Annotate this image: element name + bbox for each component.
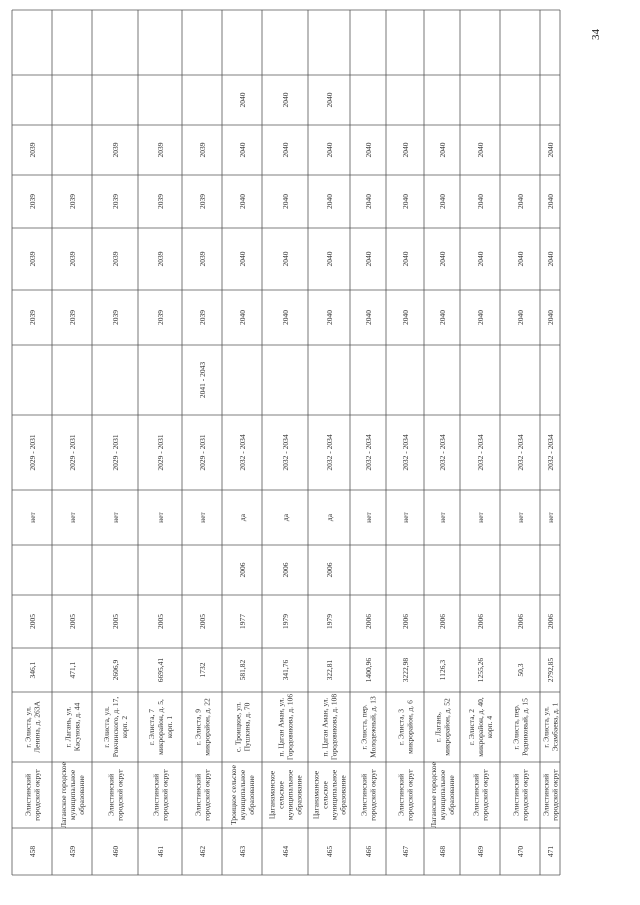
table-cell-y1: 2040 — [438, 310, 447, 325]
table-cell-addr: п. Цаган Аман, ул. — [276, 697, 286, 757]
table-cell-addr: г. Элиста, ул. — [541, 706, 551, 748]
table-cell-addr: Пушкина, д. 70 — [242, 702, 252, 752]
table-cell-addr: с. Троицкое, ул. — [233, 701, 243, 753]
table-cell-num: 470 — [516, 845, 525, 858]
table-cell-year1: 2005 — [111, 614, 120, 629]
table-cell-p1: 2032 - 2034 — [476, 434, 485, 471]
table-cell-year1: 2006 — [546, 614, 555, 629]
table-cell-addr: Городовикова, д. 106 — [285, 693, 295, 761]
table-cell-addr: г. Элиста, 2 — [467, 708, 476, 746]
table-cell-muni: Троицкое сельское — [229, 765, 238, 825]
table-cell-y1: 2040 — [401, 310, 410, 325]
table-cell-num: 467 — [401, 845, 410, 858]
table-cell-year1: 2006 — [476, 614, 485, 629]
table-cell-num: 466 — [364, 845, 373, 858]
table-cell-y2: 2040 — [516, 251, 525, 267]
table-cell-y2: 2040 — [325, 251, 334, 267]
table-cell-muni: городской округ — [550, 769, 560, 821]
table-cell-addr: Родниковый, д. 15 — [520, 698, 530, 756]
table-cell-year1: 2005 — [68, 614, 77, 629]
table-cell-y3: 2039 — [68, 194, 77, 209]
table-cell-y4: 2040 — [238, 142, 247, 158]
table-cell-p1: 2032 - 2034 — [516, 434, 525, 471]
table-cell-p1: 2029 - 2031 — [68, 434, 77, 471]
table-cell-muni: городской округ — [32, 769, 42, 821]
table-cell-y2: 2040 — [546, 251, 555, 267]
table-cell-flag: нет — [401, 512, 410, 523]
table-cell-addr: г. Элиста, ул. — [102, 706, 111, 748]
table-cell-muni: городской округ — [160, 769, 170, 821]
table-cell-area: 1255,26 — [476, 657, 485, 683]
table-cell-muni: Элистинский — [396, 773, 406, 817]
table-cell-y2: 2039 — [28, 251, 37, 267]
table-cell-area: 581,82 — [238, 659, 247, 681]
table-cell-addr: микрорайон, д. 40, — [476, 697, 485, 757]
table-cell-y1: 2039 — [111, 310, 120, 325]
table-cell-y5: 2040 — [325, 92, 334, 108]
table-cell-area: 50,3 — [516, 663, 525, 677]
table-cell-num: 471 — [546, 845, 555, 858]
table-cell-muni: сельское — [276, 781, 286, 809]
table-cell-flag: нет — [364, 512, 373, 523]
table-cell-flag: нет — [198, 512, 207, 523]
table-cell-muni: Элистинский — [151, 773, 161, 817]
table-cell-muni: муниципальное — [285, 769, 295, 821]
table-cell-year1: 1979 — [281, 614, 290, 629]
table-cell-flag: нет — [68, 512, 77, 523]
table-cell-year1: 2005 — [28, 614, 37, 629]
table-cell-num: 465 — [325, 845, 334, 858]
table-cell-area: 471,1 — [68, 661, 77, 679]
table-cell-muni: Элистинский — [511, 773, 521, 817]
table-cell-flag: нет — [111, 512, 120, 523]
table-cell-p1: 2029 - 2031 — [28, 434, 37, 471]
table-cell-y2: 2040 — [401, 251, 410, 267]
table-cell-p1: 2029 - 2031 — [156, 434, 165, 471]
table-cell-muni: сельское — [320, 781, 330, 809]
table-cell-muni: городской округ — [405, 769, 415, 821]
table-cell-addr: г. Элиста, 3 — [396, 708, 406, 746]
table-cell-muni: городской округ — [480, 769, 490, 821]
table-cell-muni: городской округ — [368, 769, 378, 821]
table-cell-muni: городской округ — [202, 769, 212, 821]
table-cell-y2: 2040 — [364, 251, 373, 267]
table-cell-y3: 2040 — [281, 194, 290, 209]
table-cell-addr: микрорайон, д. 22 — [202, 698, 212, 756]
table-cell-y1: 2040 — [546, 310, 555, 325]
table-cell-num: 460 — [111, 845, 120, 858]
table-cell-addr: Эсамбаева, д. 1 — [550, 702, 560, 752]
table-cell-addr: корп. 1 — [165, 715, 174, 739]
table-cell-year1: 2006 — [401, 614, 410, 629]
table-cell-muni: муниципальное — [438, 769, 447, 821]
table-cell-muni: образование — [338, 775, 348, 815]
table-cell-y2: 2039 — [156, 251, 165, 267]
table-cell-y4: 2040 — [546, 142, 555, 158]
table-cell-area: 1126,3 — [438, 659, 447, 681]
table-cell-year2: 2006 — [281, 562, 290, 578]
table-cell-area: 341,76 — [281, 659, 290, 681]
table-cell-y3: 2039 — [156, 194, 165, 209]
table-cell-y5: 2040 — [238, 92, 247, 108]
table-cell-flag: да — [325, 513, 334, 522]
table-cell-year1: 2006 — [364, 614, 373, 629]
table-cell-year1: 1979 — [325, 614, 334, 629]
table-cell-flag: да — [281, 513, 290, 522]
table-cell-num: 469 — [476, 845, 485, 858]
table-cell-y4: 2040 — [476, 142, 485, 158]
table-cell-y1: 2039 — [28, 310, 37, 325]
table-cell-num: 458 — [28, 845, 37, 858]
table-cell-addr: г. Элиста, 9 — [193, 708, 203, 746]
table-cell-addr: микрорайон, д. 52 — [442, 698, 452, 756]
table-cell-addr: Молодежный, д. 13 — [368, 696, 378, 758]
page-number: 34 — [590, 29, 602, 40]
table-cell-y4: 2039 — [198, 142, 207, 158]
table-cell-muni: муниципальное — [68, 769, 77, 821]
table-cell-y3: 2040 — [238, 194, 247, 209]
table-cell-y3: 2039 — [198, 194, 207, 209]
table-cell-area: 322,81 — [325, 659, 334, 681]
table-cell-flag: нет — [516, 512, 525, 523]
table-cell-y3: 2040 — [516, 194, 525, 209]
table-cell-addr: Касунова, д. 44 — [72, 702, 82, 752]
table-cell-muni: Цаганаманское — [267, 770, 277, 820]
table-cell-y1: 2040 — [476, 310, 485, 325]
table-cell-y2: 2040 — [281, 251, 290, 267]
table-cell-flag: нет — [438, 512, 447, 523]
table-cell-muni: Элистинский — [471, 773, 481, 817]
table-cell-year2: 2006 — [325, 562, 334, 578]
table-cell-p1: 2032 - 2034 — [364, 434, 373, 471]
table-cell-muni: Лаганское городское — [429, 762, 438, 828]
table-cell-y2: 2040 — [476, 251, 485, 267]
table-cell-num: 463 — [238, 845, 247, 858]
table-cell-muni: Элистинский — [359, 773, 369, 817]
table-cell-y3: 2040 — [325, 194, 334, 209]
table-cell-addr: п. Цаган Аман, ул. — [320, 697, 330, 757]
table-cell-p1: 2032 - 2034 — [401, 434, 410, 471]
table-cell-addr: корп. 2 — [120, 715, 129, 739]
table-cell-muni: образование — [247, 775, 256, 815]
table-cell-muni: образование — [294, 775, 304, 815]
table-cell-year1: 2005 — [198, 614, 207, 629]
table-cell-area: 346,1 — [28, 661, 37, 679]
table-cell-p1: 2032 - 2034 — [546, 434, 555, 471]
table-cell-addr: г. Лагань, ул. — [63, 706, 73, 748]
table-cell-muni: Элистинский — [106, 773, 116, 817]
table-cell-num: 468 — [438, 845, 447, 858]
table-cell-y1: 2040 — [238, 310, 247, 325]
table-cell-flag: нет — [546, 512, 555, 523]
table-cell-p2: 2041 - 2043 — [198, 361, 207, 399]
table-cell-y3: 2040 — [364, 194, 373, 209]
table-cell-muni: Лаганское городское — [59, 762, 68, 828]
table-cell-y2: 2040 — [438, 251, 447, 267]
table-cell-y1: 2039 — [156, 310, 165, 325]
table-cell-year1: 2005 — [156, 614, 165, 629]
table-cell-flag: нет — [476, 512, 485, 523]
table-cell-num: 464 — [281, 845, 290, 858]
table-cell-addr: микрорайон, д. 6 — [405, 700, 415, 754]
table-cell-y3: 2040 — [546, 194, 555, 209]
table-cell-y4: 2040 — [438, 142, 447, 158]
table-cell-area: 1400,96 — [364, 657, 373, 683]
table-cell-year1: 1977 — [238, 614, 247, 629]
table-cell-muni: муниципальное — [238, 769, 247, 821]
table-cell-addr: г. Лагань, — [433, 711, 443, 743]
table-cell-y4: 2040 — [401, 142, 410, 158]
table-cell-area: 2606,9 — [111, 659, 120, 681]
table-cell-area: 2792,85 — [546, 657, 555, 683]
table-cell-muni: городской округ — [520, 769, 530, 821]
table-cell-p1: 2032 - 2034 — [438, 434, 447, 471]
table-cell-p1: 2029 - 2031 — [111, 434, 120, 471]
table-cell-y1: 2039 — [68, 310, 77, 325]
table-cell-y1: 2040 — [516, 310, 525, 325]
table-cell-area: 3222,98 — [401, 657, 410, 683]
table-cell-addr: г. Элиста, ул. — [23, 706, 33, 748]
table-cell-muni: Элистинский — [23, 773, 33, 817]
table-cell-addr: Ленина, д. 263А — [32, 701, 42, 753]
table-cell-addr: г. Элиста, пер. — [359, 704, 369, 750]
table-cell-p1: 2032 - 2034 — [281, 434, 290, 471]
table-cell-y4: 2039 — [111, 142, 120, 158]
table-cell-y3: 2040 — [438, 194, 447, 209]
table-cell-muni: городской округ — [115, 769, 125, 821]
table-cell-muni: образование — [77, 775, 86, 815]
table-cell-y4: 2039 — [28, 142, 37, 158]
table-cell-addr: Городовикова, д. 108 — [329, 693, 339, 761]
table-cell-y2: 2039 — [68, 251, 77, 267]
table-cell-num: 459 — [68, 845, 77, 858]
table-cell-y5: 2040 — [281, 92, 290, 108]
table-cell-addr: г. Элиста, 7 — [147, 708, 156, 746]
table-cell-muni: Элистинский — [541, 773, 551, 817]
table-cell-addr: микрорайон, д. 5, — [156, 699, 165, 755]
table-cell-area: 1732 — [198, 662, 207, 678]
table-cell-y1: 2040 — [325, 310, 334, 325]
table-cell-y1: 2040 — [364, 310, 373, 325]
table-cell-area: 6695,41 — [156, 657, 165, 683]
table-cell-flag: да — [238, 513, 247, 522]
table-cell-num: 461 — [156, 845, 165, 858]
table-cell-year2: 2006 — [238, 562, 247, 578]
table-cell-p1: 2029 - 2031 — [198, 434, 207, 471]
table-cell-year1: 2006 — [438, 614, 447, 629]
table-cell-muni: муниципальное — [329, 769, 339, 821]
table-cell-y4: 2040 — [281, 142, 290, 158]
table-cell-flag: нет — [28, 512, 37, 523]
table-cell-y3: 2040 — [401, 194, 410, 209]
table-cell-muni: Элистинский — [193, 773, 203, 817]
table-cell-y3: 2039 — [28, 194, 37, 209]
table-cell-y4: 2040 — [325, 142, 334, 158]
table-cell-muni: Цаганаманское — [311, 770, 321, 820]
table-cell-y4: 2039 — [156, 142, 165, 158]
table-cell-p1: 2032 - 2034 — [238, 434, 247, 471]
table-cell-year1: 2006 — [516, 614, 525, 629]
table-cell-addr: Рокчинского, д. 17, — [111, 696, 120, 758]
table-cell-addr: г. Элиста, пер. — [511, 704, 521, 750]
table-cell-num: 462 — [198, 845, 207, 858]
table-cell-y2: 2040 — [238, 251, 247, 267]
table-cell-y3: 2039 — [111, 194, 120, 209]
table-cell-y3: 2040 — [476, 194, 485, 209]
table-cell-y2: 2039 — [111, 251, 120, 267]
table-cell-y1: 2040 — [281, 310, 290, 325]
table-cell-flag: нет — [156, 512, 165, 523]
table-cell-y2: 2039 — [198, 251, 207, 267]
table-cell-addr: корп. 4 — [485, 715, 494, 739]
table-cell-y4: 2040 — [364, 142, 373, 158]
table-cell-y1: 2039 — [198, 310, 207, 325]
table-cell-p1: 2032 - 2034 — [325, 434, 334, 471]
table-cell-muni: образование — [447, 775, 456, 815]
